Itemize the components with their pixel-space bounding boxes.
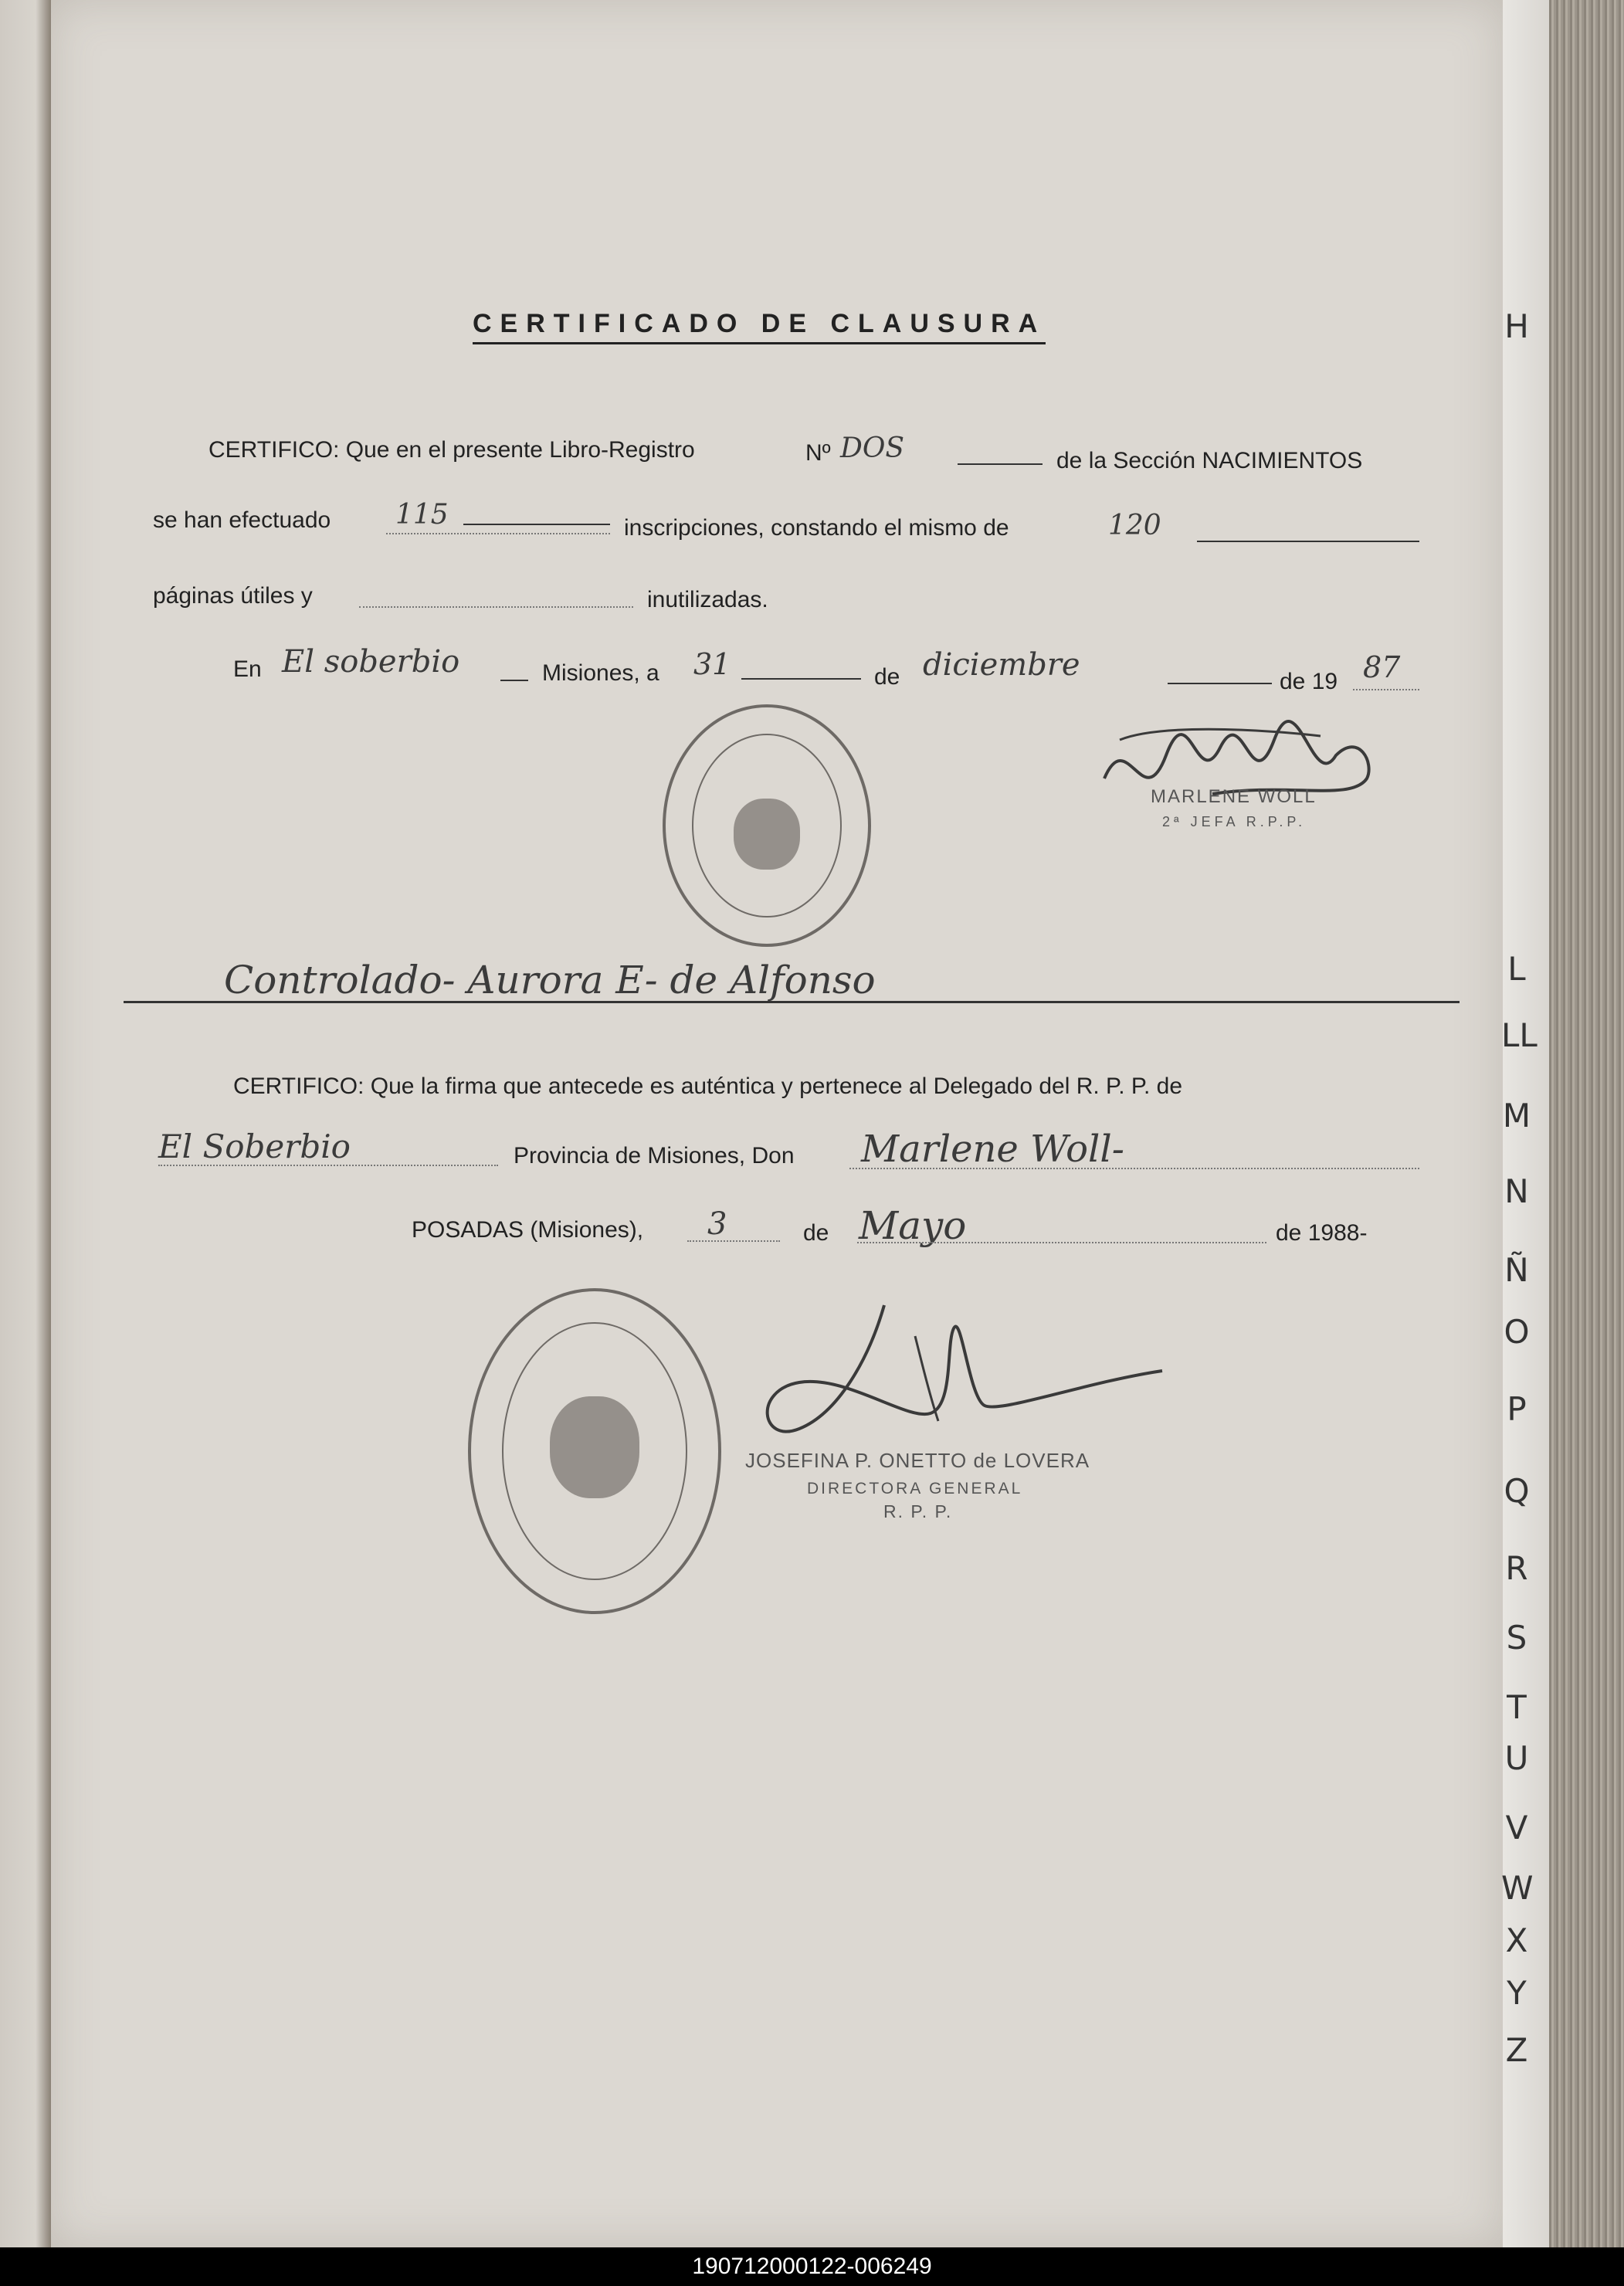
cert1-line2-prefix: se han efectuado: [153, 507, 331, 533]
previous-page-edge: [0, 0, 51, 2247]
cert1-line2-mid: inscripciones, constando el mismo de: [624, 515, 1009, 541]
separator-line: [124, 1001, 1460, 1003]
signature-2-name: JOSEFINA P. ONETTO de LOVERA: [745, 1449, 1090, 1472]
blank-line: [1197, 541, 1419, 542]
cert2-dia-handwritten: 3: [707, 1206, 727, 1242]
document-title: CERTIFICADO DE CLAUSURA: [473, 309, 1046, 344]
index-tab-letter[interactable]: V: [1505, 1809, 1528, 1847]
index-tab-letter[interactable]: P: [1507, 1390, 1527, 1428]
cert2-line1: CERTIFICO: Que la firma que antecede es auténtica y pertenece al Delegado del R. P. P. de: [233, 1073, 1183, 1099]
index-tab-letter[interactable]: L: [1507, 950, 1526, 988]
provincia-label: Provincia de Misiones, Don: [514, 1143, 795, 1168]
index-tab-letter[interactable]: U: [1504, 1739, 1529, 1777]
de-label: de: [874, 664, 900, 690]
lugar-handwritten: El soberbio: [282, 644, 460, 680]
official-stamp-2: [468, 1288, 721, 1614]
signature-2-org: R. P. P.: [883, 1501, 953, 1521]
stamp-emblem: [734, 799, 800, 870]
stamp-emblem: [550, 1396, 639, 1498]
cert1-line3-prefix: páginas útiles y: [153, 583, 313, 609]
cert2-mes-handwritten: Mayo: [859, 1203, 967, 1248]
dotted-line: [849, 1168, 1419, 1169]
index-tab-letter[interactable]: M: [1502, 1097, 1531, 1135]
anio-handwritten: 87: [1363, 650, 1401, 684]
blank-line: [741, 678, 861, 680]
posadas-label: POSADAS (Misiones),: [412, 1217, 644, 1243]
index-tab-letter[interactable]: Z: [1505, 2031, 1528, 2069]
dotted-line: [359, 606, 633, 608]
document-id: 190712000122-006249: [692, 2254, 932, 2279]
inscripciones-count-handwritten: 115: [395, 499, 449, 531]
index-tab-letter[interactable]: H: [1504, 307, 1529, 345]
misiones-label: Misiones, a: [542, 660, 659, 686]
index-tab-letter[interactable]: W: [1501, 1869, 1534, 1907]
signature-1-name: MARLENE WOLL: [1151, 786, 1317, 807]
blank-line: [1168, 683, 1272, 684]
index-tab-letter[interactable]: Ñ: [1504, 1251, 1529, 1289]
cert1-line3-suffix: inutilizadas.: [647, 587, 768, 612]
index-tab-letter[interactable]: O: [1504, 1313, 1530, 1351]
index-tab-letter[interactable]: S: [1506, 1619, 1527, 1657]
dia-handwritten: 31: [693, 647, 731, 681]
cert2-lugar-handwritten: El Soberbio: [158, 1128, 351, 1165]
official-stamp-1: [663, 704, 871, 947]
blank-line: [958, 463, 1043, 465]
libro-number-handwritten: DOS: [840, 432, 905, 464]
controlado-note-handwritten: Controlado- Aurora E- de Alfonso: [224, 958, 876, 1002]
paginas-count-handwritten: 120: [1108, 510, 1161, 541]
book-binding: [1549, 0, 1624, 2247]
index-tab-letter[interactable]: R: [1505, 1549, 1528, 1587]
cert2-anio-label: de 1988-: [1276, 1220, 1368, 1246]
blank-line: [500, 680, 528, 681]
signature-2-role: DIRECTORA GENERAL: [807, 1480, 1023, 1497]
dotted-line: [158, 1165, 498, 1166]
dotted-line: [1353, 689, 1419, 690]
don-name-handwritten: Marlene Woll-: [861, 1128, 1124, 1171]
index-tab-letter[interactable]: T: [1507, 1688, 1527, 1726]
dotted-line: [386, 533, 610, 534]
en-label: En: [233, 656, 262, 682]
mes-handwritten: diciembre: [923, 647, 1080, 683]
cert1-line1-prefix: CERTIFICO: Que en el presente Libro-Registro: [209, 437, 695, 463]
index-tab-letter[interactable]: Y: [1507, 1974, 1527, 2012]
dotted-line: [687, 1240, 780, 1242]
cert2-de-label: de: [803, 1220, 829, 1246]
signature-1-role: 2ª JEFA R.P.P.: [1162, 814, 1307, 829]
blank-line: [463, 524, 610, 525]
index-tab-letter[interactable]: X: [1505, 1921, 1528, 1959]
dotted-line: [857, 1242, 1266, 1243]
index-tab-letter[interactable]: Q: [1504, 1472, 1530, 1510]
index-tab-letter[interactable]: N: [1504, 1172, 1529, 1210]
signature-2-scribble: [753, 1297, 1170, 1452]
index-tab-letter[interactable]: LL: [1501, 1016, 1538, 1054]
cert1-line1-suffix: de la Sección NACIMIENTOS: [1056, 448, 1363, 473]
de19-label: de 19: [1280, 669, 1338, 694]
nro-label: Nº: [805, 440, 831, 466]
